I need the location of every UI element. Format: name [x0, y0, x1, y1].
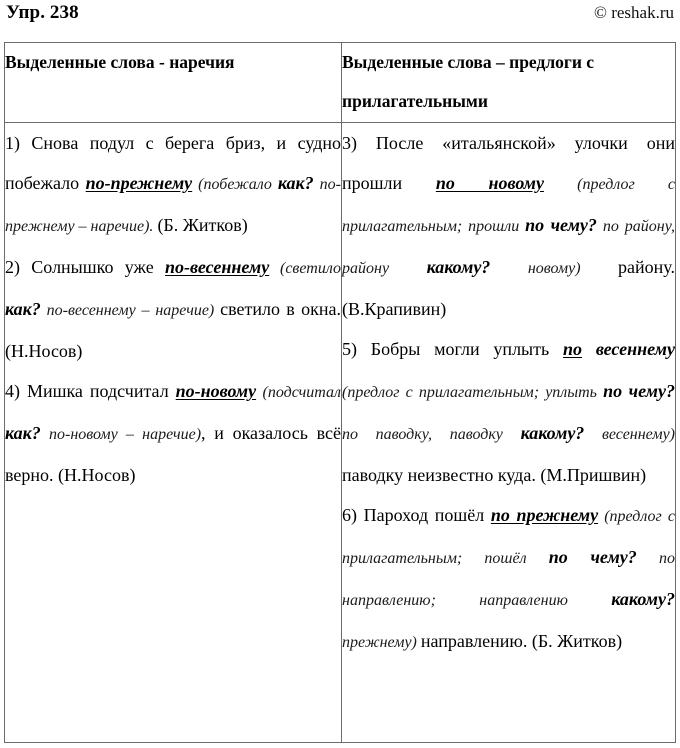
question-word: по чему? — [525, 215, 597, 236]
entry-text-before: Бобры могли уплыть — [357, 339, 564, 360]
list-item — [5, 371, 341, 495]
note-open: (побежало — [192, 176, 278, 194]
entry-source: (М.Пришвин) — [540, 465, 647, 486]
highlighted-word: по-весеннему — [165, 257, 270, 278]
entry-text-after: светило в окна. — [220, 299, 341, 320]
question-word: как? — [277, 173, 314, 194]
question-word: какому? — [520, 423, 585, 444]
entry-number: 2) — [5, 257, 20, 278]
note-mid: по-прежнему – наречие). — [5, 176, 342, 236]
list-item — [5, 247, 341, 371]
entry-text-before: Снова подул с берега бриз, и судно побежало — [5, 133, 341, 194]
list-item — [5, 123, 341, 247]
table-header-cell-prepositions — [342, 43, 676, 123]
entry-source: (Н.Носов) — [5, 341, 83, 362]
note-mid: по району, району — [342, 218, 675, 278]
highlighted-word: по прежнему — [490, 505, 599, 526]
note-mid: по паводку, паводку — [342, 426, 521, 444]
entry-source: (Б. Житков) — [531, 631, 623, 652]
entry-source: (Н.Носов) — [58, 465, 136, 486]
question-word: по чему? — [548, 547, 637, 568]
note-end: новому) — [490, 260, 619, 278]
entry-number: 3) — [342, 133, 357, 154]
watermark: © reshak.ru — [594, 3, 674, 22]
entry-text-after: направлению. — [420, 631, 532, 652]
entry-text-after: паводку неизвестно куда. — [342, 465, 541, 486]
highlighted-word: по-новому — [175, 381, 257, 402]
entry-text-after: , и оказалось всё верно. — [5, 423, 342, 486]
entry-text-before: После «итальянской» улочки они прошли — [342, 133, 675, 194]
list-item — [342, 329, 675, 495]
entry-number: 5) — [342, 339, 357, 360]
note-mid: по-новому – наречие) — [40, 426, 202, 444]
comparison-table — [4, 42, 676, 743]
question-word: как? — [5, 299, 41, 320]
table-header-cell-adverbs — [5, 43, 342, 123]
entry-text-before: Пароход пошёл — [357, 505, 491, 526]
highlighted-word: по новому — [435, 173, 544, 194]
list-item — [342, 495, 675, 663]
list-item — [342, 123, 675, 329]
table-body-row — [5, 123, 676, 743]
note-end: прежнему) — [342, 634, 421, 652]
question-word: по чему? — [603, 381, 675, 402]
note-end: весеннему) — [584, 426, 676, 444]
note-open: (предлог с прилагательным; прошли — [342, 176, 676, 236]
question-word: какому? — [426, 257, 491, 278]
note-open: (предлог с прилагательным; пошёл — [342, 508, 675, 568]
entry-number: 1) — [5, 133, 20, 154]
entry-source: (Б. Житков) — [157, 215, 248, 236]
question-word: как? — [5, 423, 41, 444]
entry-number: 4) — [5, 381, 20, 402]
entry-text-before: Солнышко уже — [20, 257, 166, 278]
entry-source: (В.Крапивин) — [342, 299, 447, 320]
note-mid: по направлению; направлению — [342, 550, 675, 610]
page-title: Упр. 238 — [6, 2, 79, 23]
question-word: какому? — [611, 589, 675, 610]
note-open: (подсчитал — [256, 384, 341, 402]
highlighted-word: по — [563, 339, 583, 360]
highlighted-word: по-прежнему — [85, 173, 193, 194]
table-cell-adverbs — [5, 123, 342, 743]
highlighted-word-continued: весеннему — [595, 339, 675, 360]
note-open: (светило — [269, 260, 341, 278]
entry-text-before: Мишка подсчитал — [20, 381, 176, 402]
column-header-adverbs: Выделенные слова - наречия — [5, 52, 235, 72]
page-header — [0, 0, 680, 36]
table-header-row — [5, 43, 676, 123]
column-header-prepositions: Выделенные слова – предлоги с прилагательными — [342, 52, 595, 111]
entry-text-after: району. — [618, 257, 675, 278]
table-cell-prepositions — [342, 123, 676, 743]
note-open: (предлог с прилагательным; уплыть — [342, 384, 604, 402]
note-mid: по-весеннему – наречие) — [40, 302, 221, 320]
entry-number: 6) — [342, 505, 357, 526]
